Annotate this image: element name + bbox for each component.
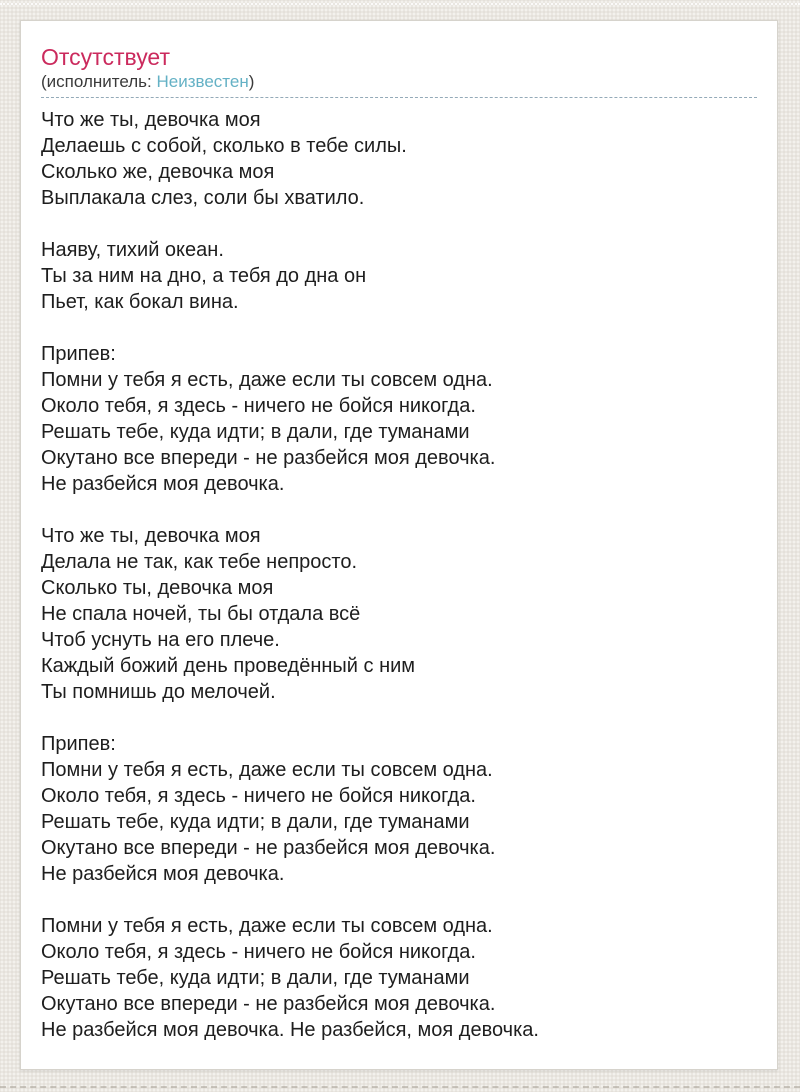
lyrics-line: Чтоб уснуть на его плече. [41, 629, 280, 651]
lyrics-line: Не спала ночей, ты бы отдала всё [41, 603, 361, 625]
lyrics-line: Что же ты, девочка моя [41, 109, 261, 131]
lyrics-line: Около тебя, я здесь - ничего не бойся никогда. [41, 941, 476, 963]
artist-label-prefix: (исполнитель: [41, 72, 152, 91]
lyrics-line: Припев: [41, 733, 116, 755]
lyrics-line: Помни у тебя я есть, даже если ты совсем одна. [41, 759, 493, 781]
page-bottom-stitch-border [0, 1086, 800, 1088]
artist-label-suffix: ) [248, 72, 255, 91]
lyrics-line: Окутано все впереди - не разбейся моя девочка. [41, 837, 496, 859]
lyrics-stanza [41, 523, 757, 705]
lyrics-stanza [41, 107, 757, 211]
artist-line [41, 71, 757, 98]
lyrics-line: Не разбейся моя девочка. [41, 863, 285, 885]
lyrics-stanza [41, 913, 757, 1043]
lyrics-line: Помни у тебя я есть, даже если ты совсем одна. [41, 915, 493, 937]
lyrics-line: Около тебя, я здесь - ничего не бойся никогда. [41, 785, 476, 807]
lyrics-line: Ты за ним на дно, а тебя до дна он [41, 265, 367, 287]
lyrics-stanza [41, 341, 757, 497]
page-top-stitch-border [0, 3, 800, 5]
lyrics-line: Окутано все впереди - не разбейся моя девочка. [41, 447, 496, 469]
lyrics-line: Сколько ты, девочка моя [41, 577, 274, 599]
artist-link[interactable]: Неизвестен [156, 72, 249, 91]
lyrics-line: Делала не так, как тебе непросто. [41, 551, 358, 573]
lyrics-line: Окутано все впереди - не разбейся моя девочка. [41, 993, 496, 1015]
lyrics-line: Припев: [41, 343, 116, 365]
lyrics-line: Решать тебе, куда идти; в дали, где туманами [41, 811, 470, 833]
lyrics-line: Пьет, как бокал вина. [41, 291, 239, 313]
lyrics-line: Решать тебе, куда идти; в дали, где туманами [41, 967, 470, 989]
lyrics-line: Помни у тебя я есть, даже если ты совсем одна. [41, 369, 493, 391]
song-title: Отсутствует [41, 44, 170, 70]
lyrics-line: Выплакала слез, соли бы хватило. [41, 187, 365, 209]
lyrics-stanza [41, 237, 757, 315]
lyrics [41, 107, 757, 1043]
lyrics-line: Не разбейся моя девочка. Не разбейся, моя девочка. [41, 1019, 539, 1041]
lyrics-line: Наяву, тихий океан. [41, 239, 224, 261]
lyrics-line: Решать тебе, куда идти; в дали, где туманами [41, 421, 470, 443]
lyrics-stanza [41, 731, 757, 887]
lyrics-card [20, 20, 778, 1070]
lyrics-line: Ты помнишь до мелочей. [41, 681, 276, 703]
lyrics-line: Каждый божий день проведённый с ним [41, 655, 416, 677]
lyrics-line: Не разбейся моя девочка. [41, 473, 285, 495]
lyrics-line: Делаешь с собой, сколько в тебе силы. [41, 135, 407, 157]
lyrics-line: Около тебя, я здесь - ничего не бойся никогда. [41, 395, 476, 417]
lyrics-line: Что же ты, девочка моя [41, 525, 261, 547]
lyrics-line: Сколько же, девочка моя [41, 161, 275, 183]
